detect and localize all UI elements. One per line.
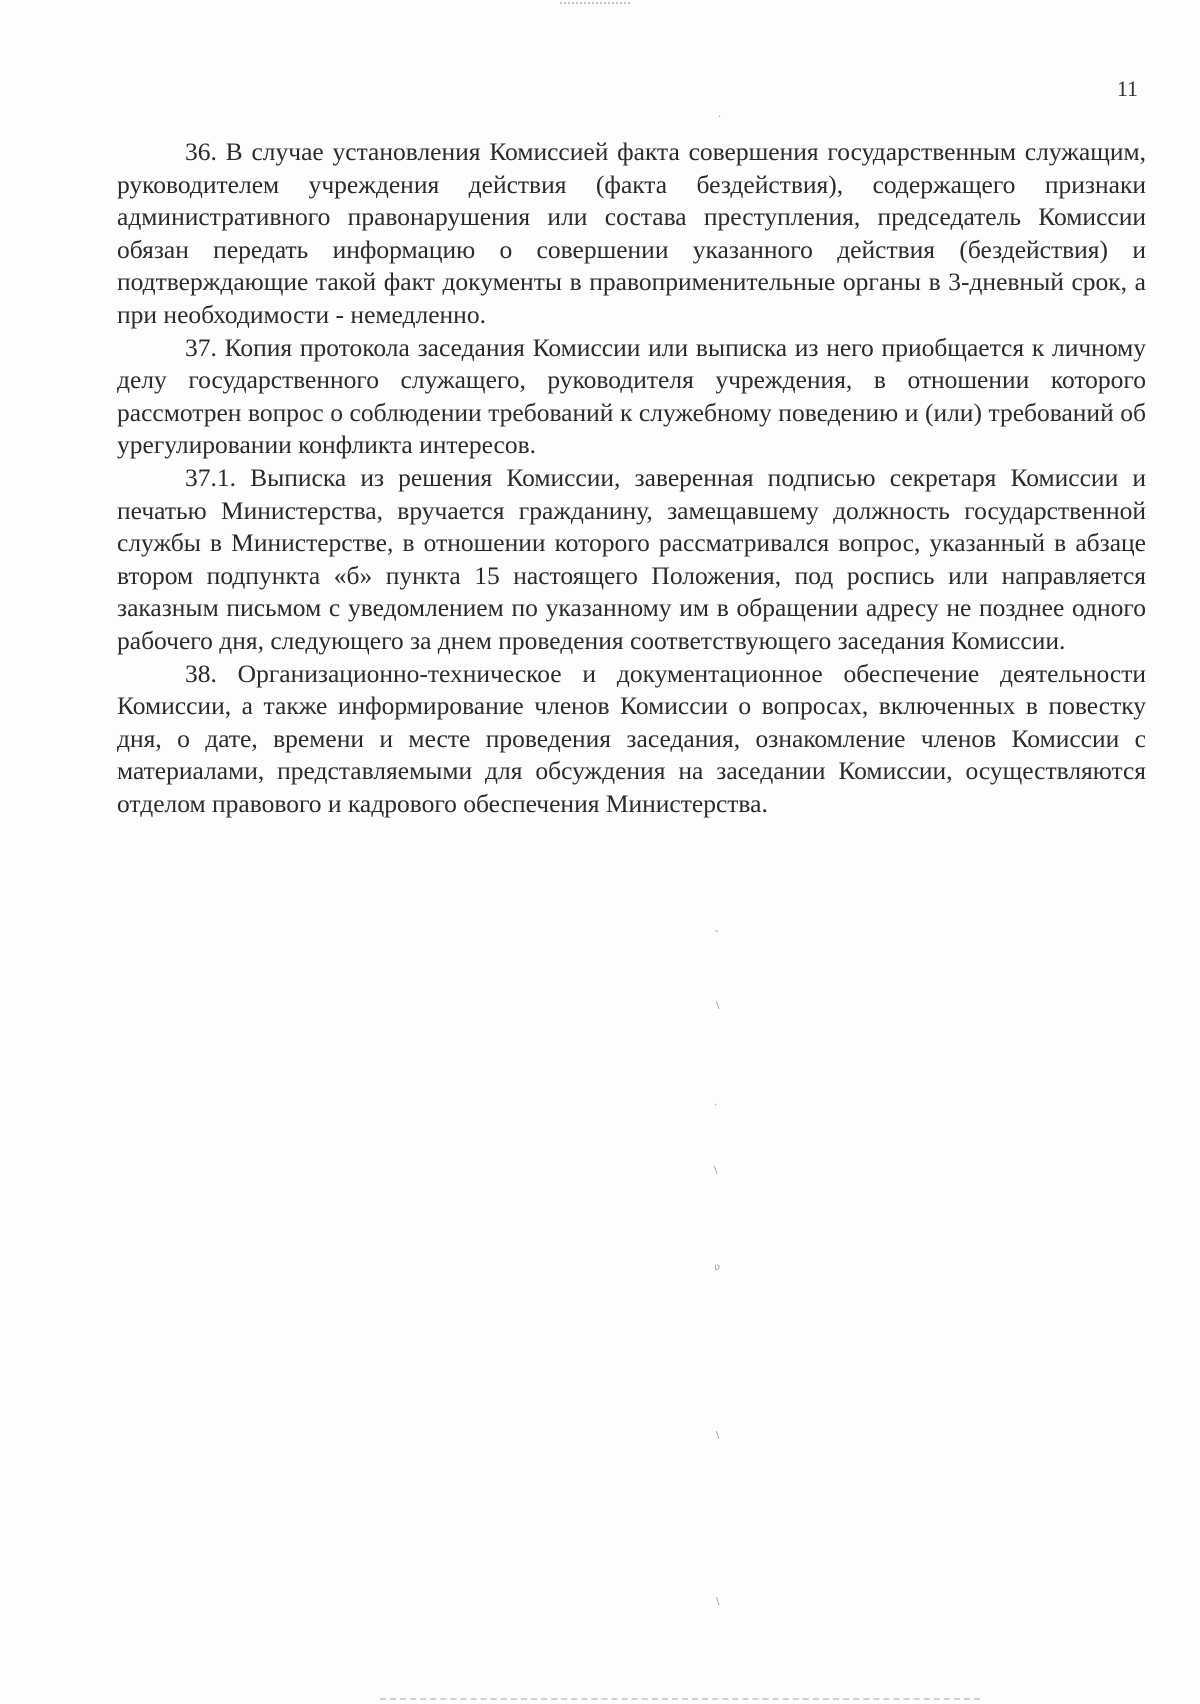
scan-speck: · (718, 112, 722, 123)
scan-speck: \ (714, 1165, 718, 1176)
paragraph-37-1: 37.1. Выписка из решения Комиссии, заверенная подписью секретаря Комиссии и печатью Министерства, вручается гражданину, замещавшему должность государственной службы в Министерстве, в отношении которого рассматривался вопрос, указанный в абзаце втором подпункта «б» пункта 15 настоящего Положения, под роспись или направляется заказным письмом с уведомлением по указанному им в обращении адресу не позднее одного рабочего дня, следующего за днем проведения соответствующего заседания Комиссии. (117, 462, 1146, 655)
scan-speck: \ (716, 1430, 720, 1441)
scan-speck: \ (716, 1000, 720, 1011)
scan-artifact-top (560, 2, 630, 6)
scan-artifact-bottom (380, 1696, 980, 1700)
scan-speck: · (714, 1100, 718, 1111)
scan-speck: \ (716, 1596, 720, 1607)
scan-speck: ˘ (714, 930, 719, 941)
paragraph-38: 38. Организационно-техническое и документационное обеспечение деятельности Комиссии, а также информирование членов Комиссии о вопросах, включенных в повестку дня, о дате, времени и месте проведения заседания, ознакомление членов Комиссии с материалами, представляемыми для обсуждения на заседании Комиссии, осуществляются отделом правового и кадрового обеспечения Министерства. (117, 658, 1146, 818)
scan-speck: ʋ (714, 1262, 720, 1273)
page-number: 11 (1116, 76, 1138, 101)
paragraph-37: 37. Копия протокола заседания Комиссии или выписка из него приобщается к личному делу государственного служащего, руководителя учреждения, в отношении которого рассмотрен вопрос о соблюдении требований к служебному поведению и (или) требований об урегулировании конфликта интересов. (117, 332, 1146, 460)
document-body (117, 136, 1146, 820)
paragraph-36: 36. В случае установления Комиссией факта совершения государственным служащим, руководителем учреждения действия (факта бездействия), содержащего признаки административного правонарушения или состава преступления, председатель Комиссии обязан передать информацию о совершении указанного действия (бездействия) и подтверждающие такой факт документы в правоприменительные органы в 3-дневный срок, а при необходимости - немедленно. (117, 137, 1146, 329)
